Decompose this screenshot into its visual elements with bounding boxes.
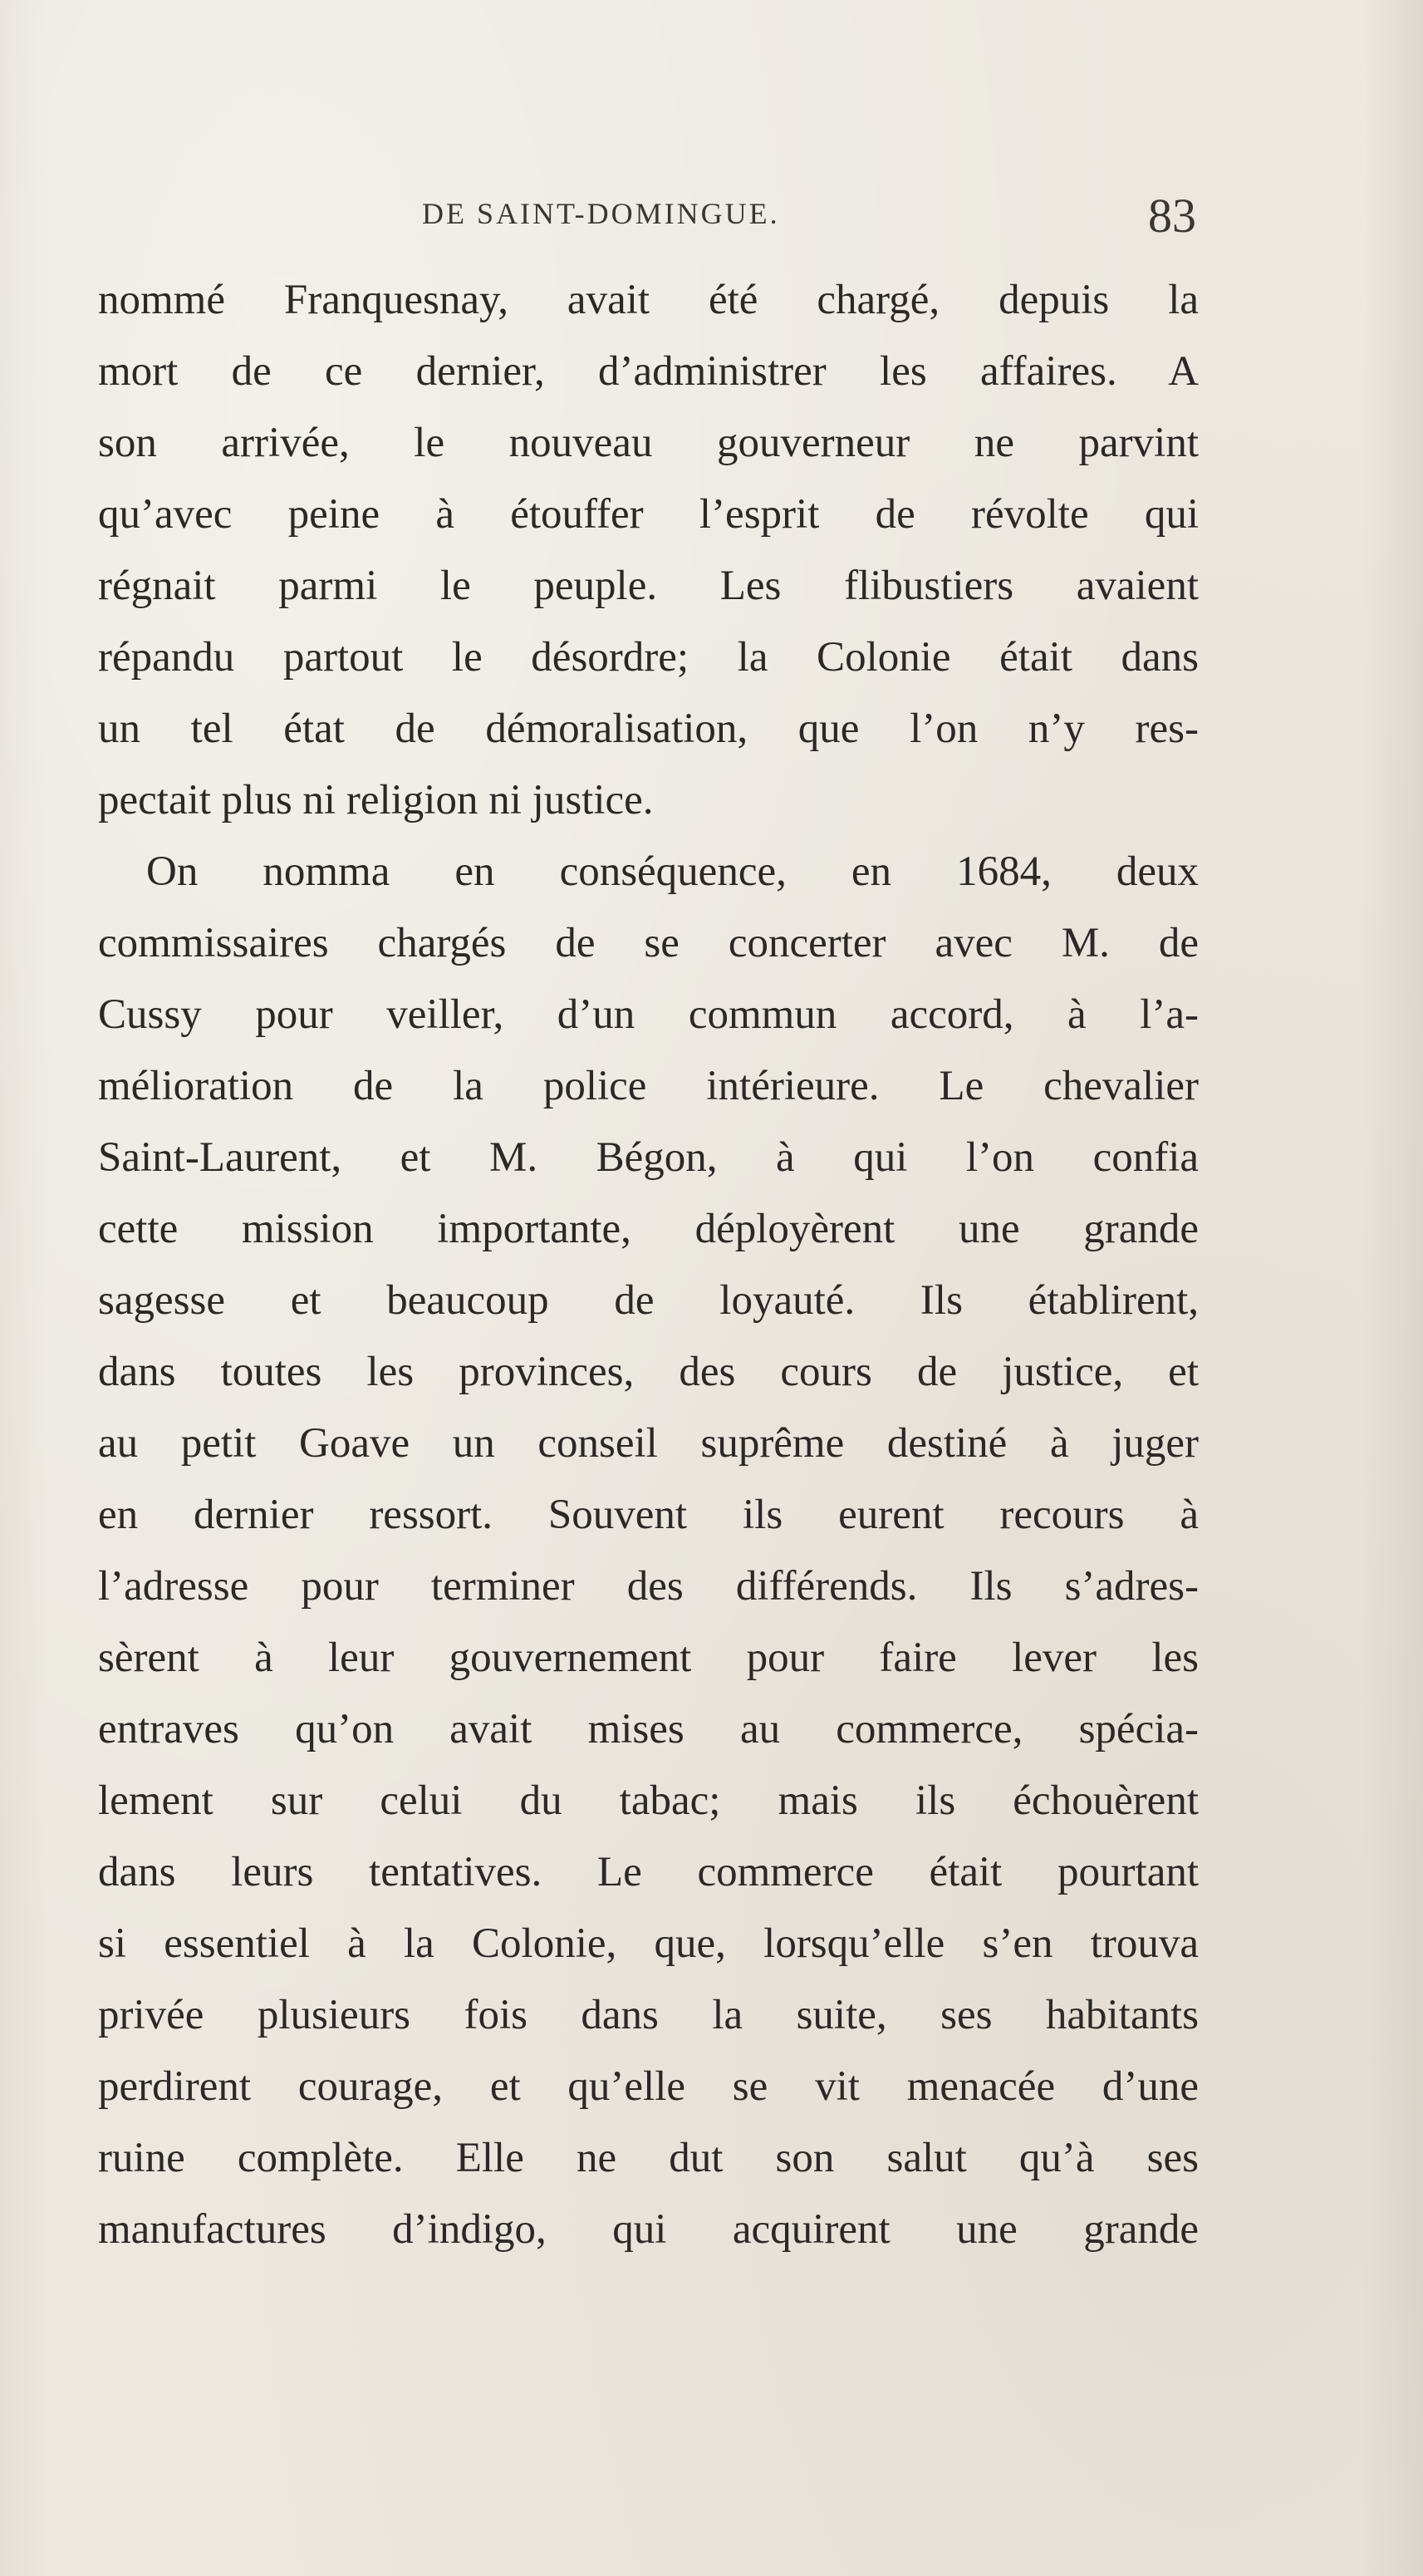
text-line: l’adresse pour terminer des différends. Ils s’adres- (98, 1563, 1199, 1610)
text-line: commissaires chargés de se concerter avec M. de (98, 920, 1199, 966)
text-line: régnait parmi le peuple. Les flibustiers avaient (98, 563, 1199, 609)
text-line: dans toutes les provinces, des cours de justice, et (98, 1349, 1199, 1395)
text-line: pectait plus ni religion ni justice. (98, 777, 654, 823)
text-line: si essentiel à la Colonie, que, lorsqu’elle s’en trouva (98, 1920, 1199, 1967)
text-line: qu’avec peine à étouffer l’esprit de révolte qui (98, 491, 1199, 538)
text-line: sèrent à leur gouvernement pour faire lever les (98, 1635, 1199, 1681)
text-line: en dernier ressort. Souvent ils eurent recours à (98, 1492, 1199, 1538)
text-line: Cussy pour veiller, d’un commun accord, à l’a- (98, 991, 1199, 1038)
text-line: mélioration de la police intérieure. Le chevalier (98, 1063, 1199, 1109)
paragraph-2 (98, 836, 1199, 2265)
text-line: mort de ce dernier, d’administrer les affaires. A (98, 348, 1199, 395)
paragraph-1 (98, 264, 1199, 836)
text-line: manufactures d’indigo, qui acquirent une grande (98, 2206, 1199, 2253)
text-line: un tel état de démoralisation, que l’on n’y res- (98, 705, 1199, 752)
text-line: entraves qu’on avait mises au commerce, spécia- (98, 1706, 1199, 1753)
text-line: au petit Goave un conseil suprême destiné à juger (98, 1420, 1199, 1467)
body-text (98, 264, 1199, 2265)
text-line: Saint-Laurent, et M. Bégon, à qui l’on confia (98, 1134, 1199, 1181)
text-line: ruine complète. Elle ne dut son salut qu’à ses (98, 2135, 1199, 2181)
text-line: sagesse et beaucoup de loyauté. Ils établirent, (98, 1277, 1199, 1324)
text-line: dans leurs tentatives. Le commerce était pourtant (98, 1849, 1199, 1895)
text-line: répandu partout le désordre; la Colonie était dans (98, 634, 1199, 681)
text-line: On nomma en conséquence, en 1684, deux (146, 848, 1199, 895)
running-header (98, 188, 1196, 254)
text-line: son arrivée, le nouveau gouverneur ne parvint (98, 420, 1199, 466)
page-number: 83 (1148, 189, 1196, 243)
text-line: lement sur celui du tabac; mais ils échouèrent (98, 1777, 1199, 1824)
text-line: privée plusieurs fois dans la suite, ses habitants (98, 1992, 1199, 2038)
text-line: perdirent courage, et qu’elle se vit menacée d’une (98, 2063, 1199, 2110)
text-line: nommé Franquesnay, avait été chargé, depuis la (98, 277, 1199, 323)
running-title: DE SAINT-DOMINGUE. (422, 197, 780, 230)
text-line: cette mission importante, déployèrent une grande (98, 1206, 1199, 1252)
